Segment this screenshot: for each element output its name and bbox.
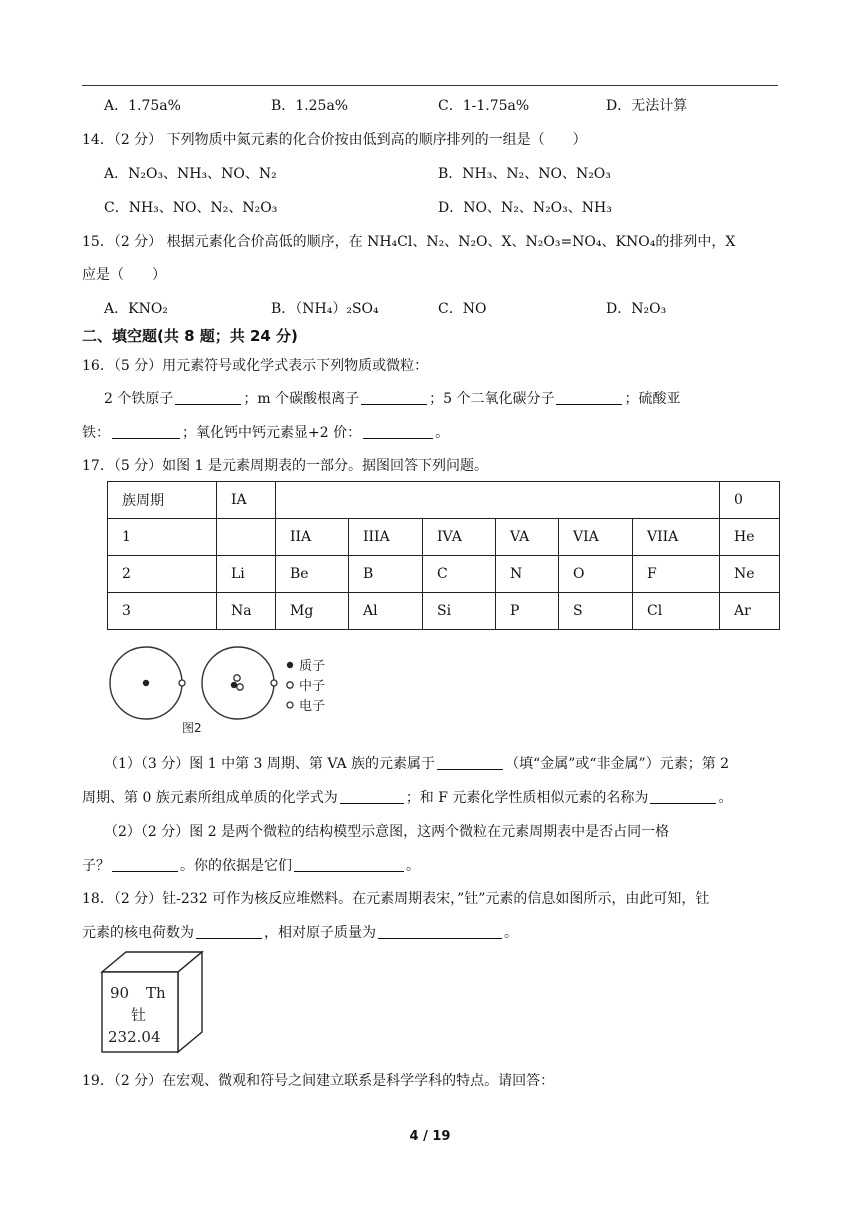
table-cell: He xyxy=(720,519,780,556)
q14-option-b: B．NH₃、N₂、NO、N₂O₃ xyxy=(438,166,611,182)
q16-line2 xyxy=(82,422,449,442)
table-row xyxy=(108,556,780,593)
q16-text: ；m 个碳酸根离子 xyxy=(243,391,360,407)
atom1-proton xyxy=(143,680,149,686)
q19-stem: 19．（2 分）在宏观、微观和符号之间建立联系是科学学科的特点。请回答： xyxy=(82,1073,555,1089)
legend-proton-icon xyxy=(287,662,293,668)
table-cell: Al xyxy=(349,593,423,630)
q14-option-a: A．N₂O₃、NH₃、NO、N₂ xyxy=(104,166,277,182)
table-cell: C xyxy=(423,556,496,593)
q16-line1 xyxy=(104,388,680,408)
q17-p1-line2 xyxy=(82,787,732,807)
q18-line1: 18．（2 分）钍-232 可作为核反应堆燃料。在元素周期表宋，”钍”元素的信息如图所示，由此可知，钍 xyxy=(82,891,710,907)
legend-proton-label: 质子 xyxy=(299,659,326,674)
element-card-thorium xyxy=(98,948,210,1058)
q16-stem: 16．（5 分）用元素符号或化学式表示下列物质或微粒： xyxy=(82,358,429,374)
page-number: 4 / 19 xyxy=(409,1129,451,1144)
element-symbol: Th xyxy=(146,984,166,1002)
atomic-mass: 232.04 xyxy=(108,1028,161,1046)
legend-electron-icon xyxy=(287,702,293,708)
table-cell: IVA xyxy=(423,519,496,556)
q18-text: 元素的核电荷数为 xyxy=(82,925,194,941)
table-cell: Li xyxy=(217,556,276,593)
table-cell: IIA xyxy=(276,519,349,556)
table-cell: O xyxy=(559,556,633,593)
atom2-orbit xyxy=(202,647,274,719)
q17-text: 子？ xyxy=(82,858,110,874)
answer-blank[interactable] xyxy=(175,390,241,405)
table-cell: S xyxy=(559,593,633,630)
element-name: 钍 xyxy=(131,1006,147,1024)
q13-option-a: A．1.75a% xyxy=(104,98,181,114)
table-cell xyxy=(217,519,276,556)
q17-text: （填“金属”或“非金属”）元素；第 2 xyxy=(505,756,730,772)
q15-option-d: D．N₂O₃ xyxy=(606,301,667,317)
table-cell: Ar xyxy=(720,593,780,630)
table-cell xyxy=(276,482,720,519)
q17-text: 周期、第 0 族元素所组成单质的化学式为 xyxy=(82,790,338,806)
q15-stem-line1: 15．（2 分） 根据元素化合价高低的顺序，在 NH₄Cl、N₂、N₂O、X、N₂O₃=NO₄、KNO₄的排列中，X xyxy=(82,234,736,250)
q17-p1-line1 xyxy=(104,753,729,773)
q16-text: ；硫酸亚 xyxy=(624,391,681,407)
section-title: 二、填空题(共 8 题；共 24 分) xyxy=(82,327,298,345)
q17-text: ；和 F 元素化学性质相似元素的名称为 xyxy=(405,790,649,806)
table-cell: F xyxy=(633,556,720,593)
atom1-electron xyxy=(179,680,185,686)
q13-option-d: D．无法计算 xyxy=(606,98,688,114)
atom2-neutron xyxy=(237,684,243,690)
table-cell: IIIA xyxy=(349,519,423,556)
periodic-table xyxy=(107,481,780,630)
answer-blank[interactable] xyxy=(196,924,262,939)
table-row xyxy=(108,593,780,630)
figure-label: 图2 xyxy=(182,721,202,735)
q16-text: ；氧化钙中钙元素显+2 价： xyxy=(182,425,362,441)
answer-blank[interactable] xyxy=(363,424,433,439)
q14-stem: 14．（2 分） 下列物质中氮元素的化合价按由低到高的顺序排列的一组是（ ） xyxy=(82,132,587,148)
q15-option-a: A．KNO₂ xyxy=(104,301,168,317)
q17-p2-line2 xyxy=(82,855,420,875)
legend-neutron-icon xyxy=(287,682,293,688)
answer-blank[interactable] xyxy=(112,424,180,439)
table-cell: N xyxy=(496,556,559,593)
table-cell: IA xyxy=(217,482,276,519)
legend-neutron-label: 中子 xyxy=(299,679,326,694)
table-cell: Be xyxy=(276,556,349,593)
table-row xyxy=(108,482,780,519)
table-row xyxy=(108,519,780,556)
top-rule xyxy=(82,85,778,86)
table-cell: Ne xyxy=(720,556,780,593)
table-cell: B xyxy=(349,556,423,593)
answer-blank[interactable] xyxy=(294,857,404,872)
q16-text: 。 xyxy=(435,425,450,441)
answer-blank[interactable] xyxy=(378,924,502,939)
table-cell: 1 xyxy=(108,519,217,556)
q18-line2 xyxy=(82,922,518,942)
table-cell: 2 xyxy=(108,556,217,593)
q17-stem: 17．（5 分）如图 1 是元素周期表的一部分。据图回答下列问题。 xyxy=(82,458,488,474)
q17-text: 。 xyxy=(406,858,420,874)
legend-electron-label: 电子 xyxy=(299,699,326,714)
q15-option-b: B．（NH₄）₂SO₄ xyxy=(271,301,379,317)
q17-text: （1）（3 分）图 1 中第 3 周期、第 VA 族的元素属于 xyxy=(104,756,436,772)
atom2-electron xyxy=(271,680,277,686)
q16-text: 铁： xyxy=(82,425,110,441)
table-cell: Cl xyxy=(633,593,720,630)
q16-text: ；5 个二氧化碳分子 xyxy=(429,391,555,407)
table-cell: 族周期 xyxy=(108,482,217,519)
q17-text: 。 xyxy=(718,790,733,806)
answer-blank[interactable] xyxy=(650,789,716,804)
answer-blank[interactable] xyxy=(556,390,622,405)
answer-blank[interactable] xyxy=(112,857,178,872)
table-cell: Si xyxy=(423,593,496,630)
q18-text: ，相对原子质量为 xyxy=(264,925,376,941)
table-cell: Mg xyxy=(276,593,349,630)
q13-option-c: C．1-1.75a% xyxy=(438,98,530,114)
table-cell: 3 xyxy=(108,593,217,630)
table-cell: VIA xyxy=(559,519,633,556)
q17-p2-line1: （2）（2 分）图 2 是两个微粒的结构模型示意图，这两个微粒在元素周期表中是否占同一格 xyxy=(104,824,670,840)
table-cell: 0 xyxy=(720,482,780,519)
table-cell: Na xyxy=(217,593,276,630)
answer-blank[interactable] xyxy=(340,789,404,804)
table-cell: VIIA xyxy=(633,519,720,556)
q15-stem-line2: 应是（ ） xyxy=(82,267,166,283)
atom-model-figure xyxy=(100,643,350,738)
atom2-neutron xyxy=(234,675,240,681)
q15-option-c: C．NO xyxy=(438,301,487,317)
q14-option-d: D．NO、N₂、N₂O₃、NH₃ xyxy=(438,200,612,216)
q16-text: 2 个铁原子 xyxy=(104,391,174,407)
q13-option-b: B．1.25a% xyxy=(271,98,349,114)
table-cell: VA xyxy=(496,519,559,556)
q14-option-c: C．NH₃、NO、N₂、N₂O₃ xyxy=(104,200,278,216)
q17-text: 。你的依据是它们 xyxy=(180,858,292,874)
table-cell: P xyxy=(496,593,559,630)
atomic-number: 90 xyxy=(110,984,130,1002)
answer-blank[interactable] xyxy=(437,755,503,770)
q18-text: 。 xyxy=(504,925,518,941)
answer-blank[interactable] xyxy=(361,390,427,405)
